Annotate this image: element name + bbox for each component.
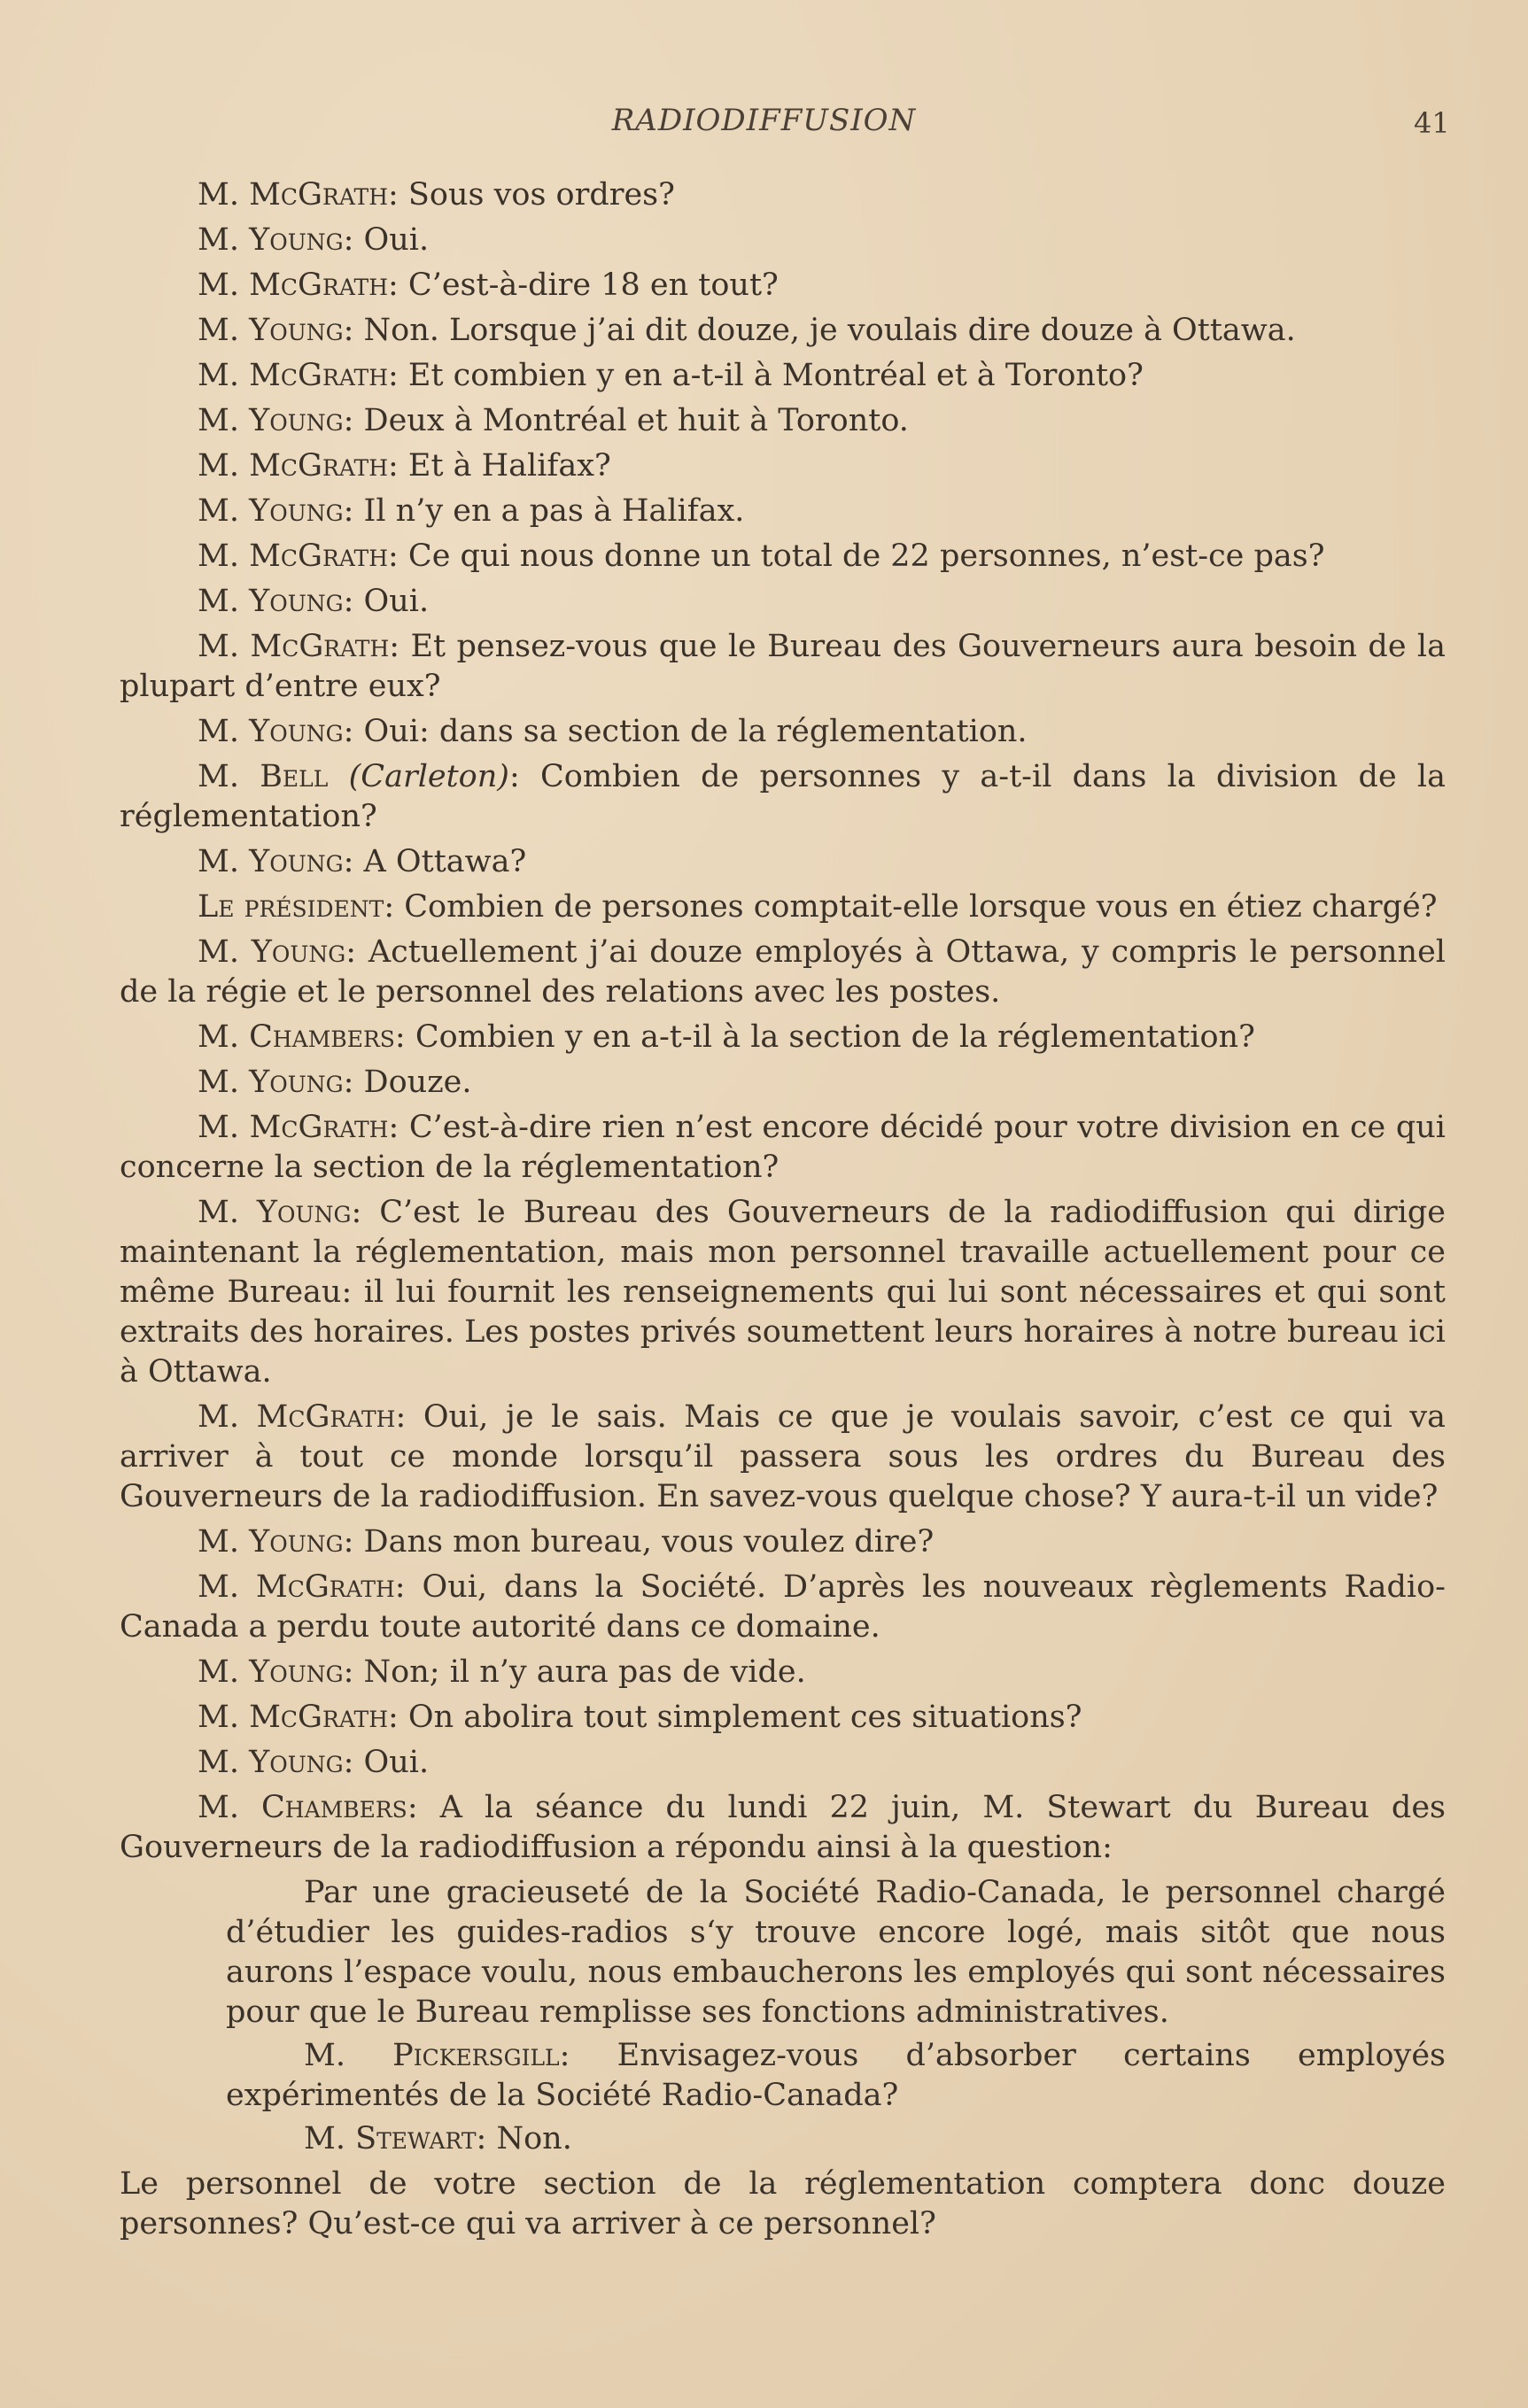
dialogue-paragraph xyxy=(120,1193,1446,1392)
speaker-name: M. McGrath: xyxy=(198,629,400,664)
closing-paragraph: Le personnel de votre section de la réglementation comptera donc douze personnes? Qu’est-ce qui va arriver à ce personnel? xyxy=(120,2166,1446,2242)
speaker-name: M. Chambers: xyxy=(198,1019,406,1055)
dialogue-paragraph xyxy=(120,492,1446,531)
dialogue-paragraph xyxy=(120,1653,1446,1692)
speech-text: Dans mon bureau, vous voulez dire? xyxy=(353,1524,935,1560)
speech-text: Oui. xyxy=(353,584,430,619)
speaker-name: Le président: xyxy=(198,889,395,925)
speech-text: Par une gracieuseté de la Société Radio-Canada, le personnel chargé d’étudier les guides-radios s‘y trouve encore logé, mais sitôt que nous aurons l’espace voulu, nous embaucherons les employés qui sont nécessaires pour que le Bureau remplisse ses fonctions administratives. xyxy=(226,1875,1446,2030)
speaker-name: M. Young: xyxy=(198,844,354,879)
speaker-name: M. Young: xyxy=(198,403,354,438)
speech-text: Combien de persones comptait-elle lorsque vous en étiez chargé? xyxy=(394,889,1438,925)
speaker-name: M. Young: xyxy=(198,1745,354,1780)
dialogue-paragraph xyxy=(120,1108,1446,1188)
dialogue-paragraph xyxy=(120,627,1446,707)
speech-text: Non; il n’y aura pas de vide. xyxy=(353,1654,806,1690)
dialogue-paragraph xyxy=(120,757,1446,837)
dialogue-paragraph xyxy=(120,266,1446,306)
speaker-name: M. McGrath: xyxy=(198,1399,407,1435)
speech-text: Oui. xyxy=(353,1745,430,1780)
dialogue-paragraph xyxy=(120,311,1446,351)
speech-text: A la séance du lundi 22 juin, M. Stewart du Bureau des Gouverneurs de la radiodiffusion a répondu ainsi à la question: xyxy=(120,1790,1446,1865)
speaker-name: M. McGrath: xyxy=(198,1700,399,1735)
running-title: RADIODIFFUSION xyxy=(611,103,917,138)
speaker-name: M. Bell xyxy=(198,759,329,794)
speech-text: Non. Lorsque j’ai dit douze, je voulais dire douze à Ottawa. xyxy=(353,313,1296,348)
speech-text: Et combien y en a-t-il à Montréal et à Toronto? xyxy=(398,358,1144,393)
speech-text: Combien y en a-t-il à la section de la réglementation? xyxy=(405,1019,1255,1055)
speech-text: C’est le Bureau des Gouverneurs de la radiodiffusion qui dirige maintenant la réglementation, mais mon personnel travaille actuellement pour ce même Bureau: il lui fournit les renseignements qui lui sont nécessaires et qui sont extraits des horaires. Les postes privés soumettent leurs horaires à notre bureau ici à Ottawa. xyxy=(120,1195,1446,1390)
speaker-name: M. Chambers: xyxy=(198,1790,418,1825)
speech-text: Oui, je le sais. Mais ce que je voulais savoir, c’est ce qui va arriver à tout ce monde lorsqu’il passera sous les ordres du Bureau des Gouverneurs de la radiodiffusion. En savez-vous quelque chose? Y aura-t-il un vide? xyxy=(120,1399,1446,1514)
dialogue-paragraph xyxy=(120,933,1446,1012)
riding-name: (Carleton) xyxy=(348,759,509,794)
dialogue-paragraph xyxy=(120,1398,1446,1517)
speaker-name: M. McGrath: xyxy=(198,358,399,393)
speech-text: Oui: dans sa section de la réglementation. xyxy=(353,714,1028,749)
speaker-name: M. McGrath: xyxy=(198,538,399,574)
dialogue-paragraph xyxy=(120,446,1446,486)
dialogue-paragraph xyxy=(120,712,1446,752)
speech-text: Douze. xyxy=(353,1065,472,1100)
page-body xyxy=(120,175,1446,2249)
speech-text: Deux à Montréal et huit à Toronto. xyxy=(353,403,909,438)
speaker-name: M. McGrath: xyxy=(198,448,399,484)
speaker-name: M. Stewart: xyxy=(304,2121,487,2156)
dialogue-paragraph xyxy=(120,1522,1446,1562)
speaker-name: M. Young: xyxy=(198,584,354,619)
dialogue-paragraph xyxy=(120,356,1446,396)
speech-text: Il n’y en a pas à Halifax. xyxy=(353,493,745,529)
dialogue-paragraph xyxy=(226,2036,1446,2116)
speaker-name: M. McGrath: xyxy=(198,1110,399,1145)
speech-text: Non. xyxy=(486,2121,572,2156)
speech-text: C’est-à-dire 18 en tout? xyxy=(398,267,779,303)
dialogue-paragraph xyxy=(120,221,1446,260)
speech-text: Actuellement j’ai douze employés à Ottawa, y compris le personnel de la régie et le personnel des relations avec les postes. xyxy=(120,934,1446,1010)
dialogue-paragraph xyxy=(120,582,1446,622)
dialogue xyxy=(120,175,1446,1868)
speaker-name: M. Pickersgill: xyxy=(304,2038,570,2073)
speaker-name: M. Young: xyxy=(198,714,354,749)
speaker-name: M. Young: xyxy=(198,934,357,970)
page-number: 41 xyxy=(1414,106,1450,140)
dialogue-paragraph xyxy=(120,175,1446,215)
dialogue-paragraph xyxy=(120,1788,1446,1868)
dialogue-paragraph xyxy=(120,1063,1446,1103)
dialogue-paragraph xyxy=(226,2119,1446,2159)
dialogue-paragraph xyxy=(226,1873,1446,2032)
speaker-name: M. Young: xyxy=(198,1065,354,1100)
speech-text: : Combien de personnes y a-t-il dans la division de la réglementation? xyxy=(120,759,1446,834)
dialogue-paragraph xyxy=(120,1743,1446,1783)
speaker-name: M. Young: xyxy=(198,222,354,258)
speech-text: Sous vos ordres? xyxy=(398,177,675,213)
speech-text: Envisagez-vous d’absorber certains employés expérimentés de la Société Radio-Canada? xyxy=(226,2038,1447,2113)
dialogue-paragraph xyxy=(120,537,1446,577)
dialogue-paragraph xyxy=(120,1568,1446,1647)
dialogue-paragraph xyxy=(120,1018,1446,1057)
speech-text: Et pensez-vous que le Bureau des Gouverneurs aura besoin de la plupart d’entre eux? xyxy=(120,629,1446,704)
speaker-name: M. Young: xyxy=(198,313,354,348)
speaker-name: M. Young: xyxy=(198,1654,354,1690)
dialogue-paragraph xyxy=(120,842,1446,882)
speaker-name: M. McGrath: xyxy=(198,267,399,303)
speech-text: A Ottawa? xyxy=(353,844,527,879)
speaker-name: M. Young: xyxy=(198,1195,362,1230)
quoted-testimony xyxy=(226,1873,1446,2159)
dialogue-paragraph xyxy=(120,1698,1446,1738)
speech-text: C’est-à-dire rien n’est encore décidé pour votre division en ce qui concerne la section de la réglementation? xyxy=(120,1110,1446,1185)
speaker-name: M. McGrath: xyxy=(198,1569,406,1605)
speech-text: Oui. xyxy=(353,222,430,258)
speech-text: On abolira tout simplement ces situations? xyxy=(398,1700,1082,1735)
speaker-name: M. McGrath: xyxy=(198,177,399,213)
dialogue-paragraph xyxy=(120,401,1446,441)
speech-text: Et à Halifax? xyxy=(398,448,611,484)
speaker-name: M. Young: xyxy=(198,493,354,529)
dialogue-paragraph xyxy=(120,887,1446,927)
speech-text: Ce qui nous donne un total de 22 personnes, n’est-ce pas? xyxy=(398,538,1325,574)
speech-text: Oui, dans la Société. D’après les nouveaux règlements Radio-Canada a perdu toute autorité dans ce domaine. xyxy=(120,1569,1446,1645)
speaker-name: M. Young: xyxy=(198,1524,354,1560)
